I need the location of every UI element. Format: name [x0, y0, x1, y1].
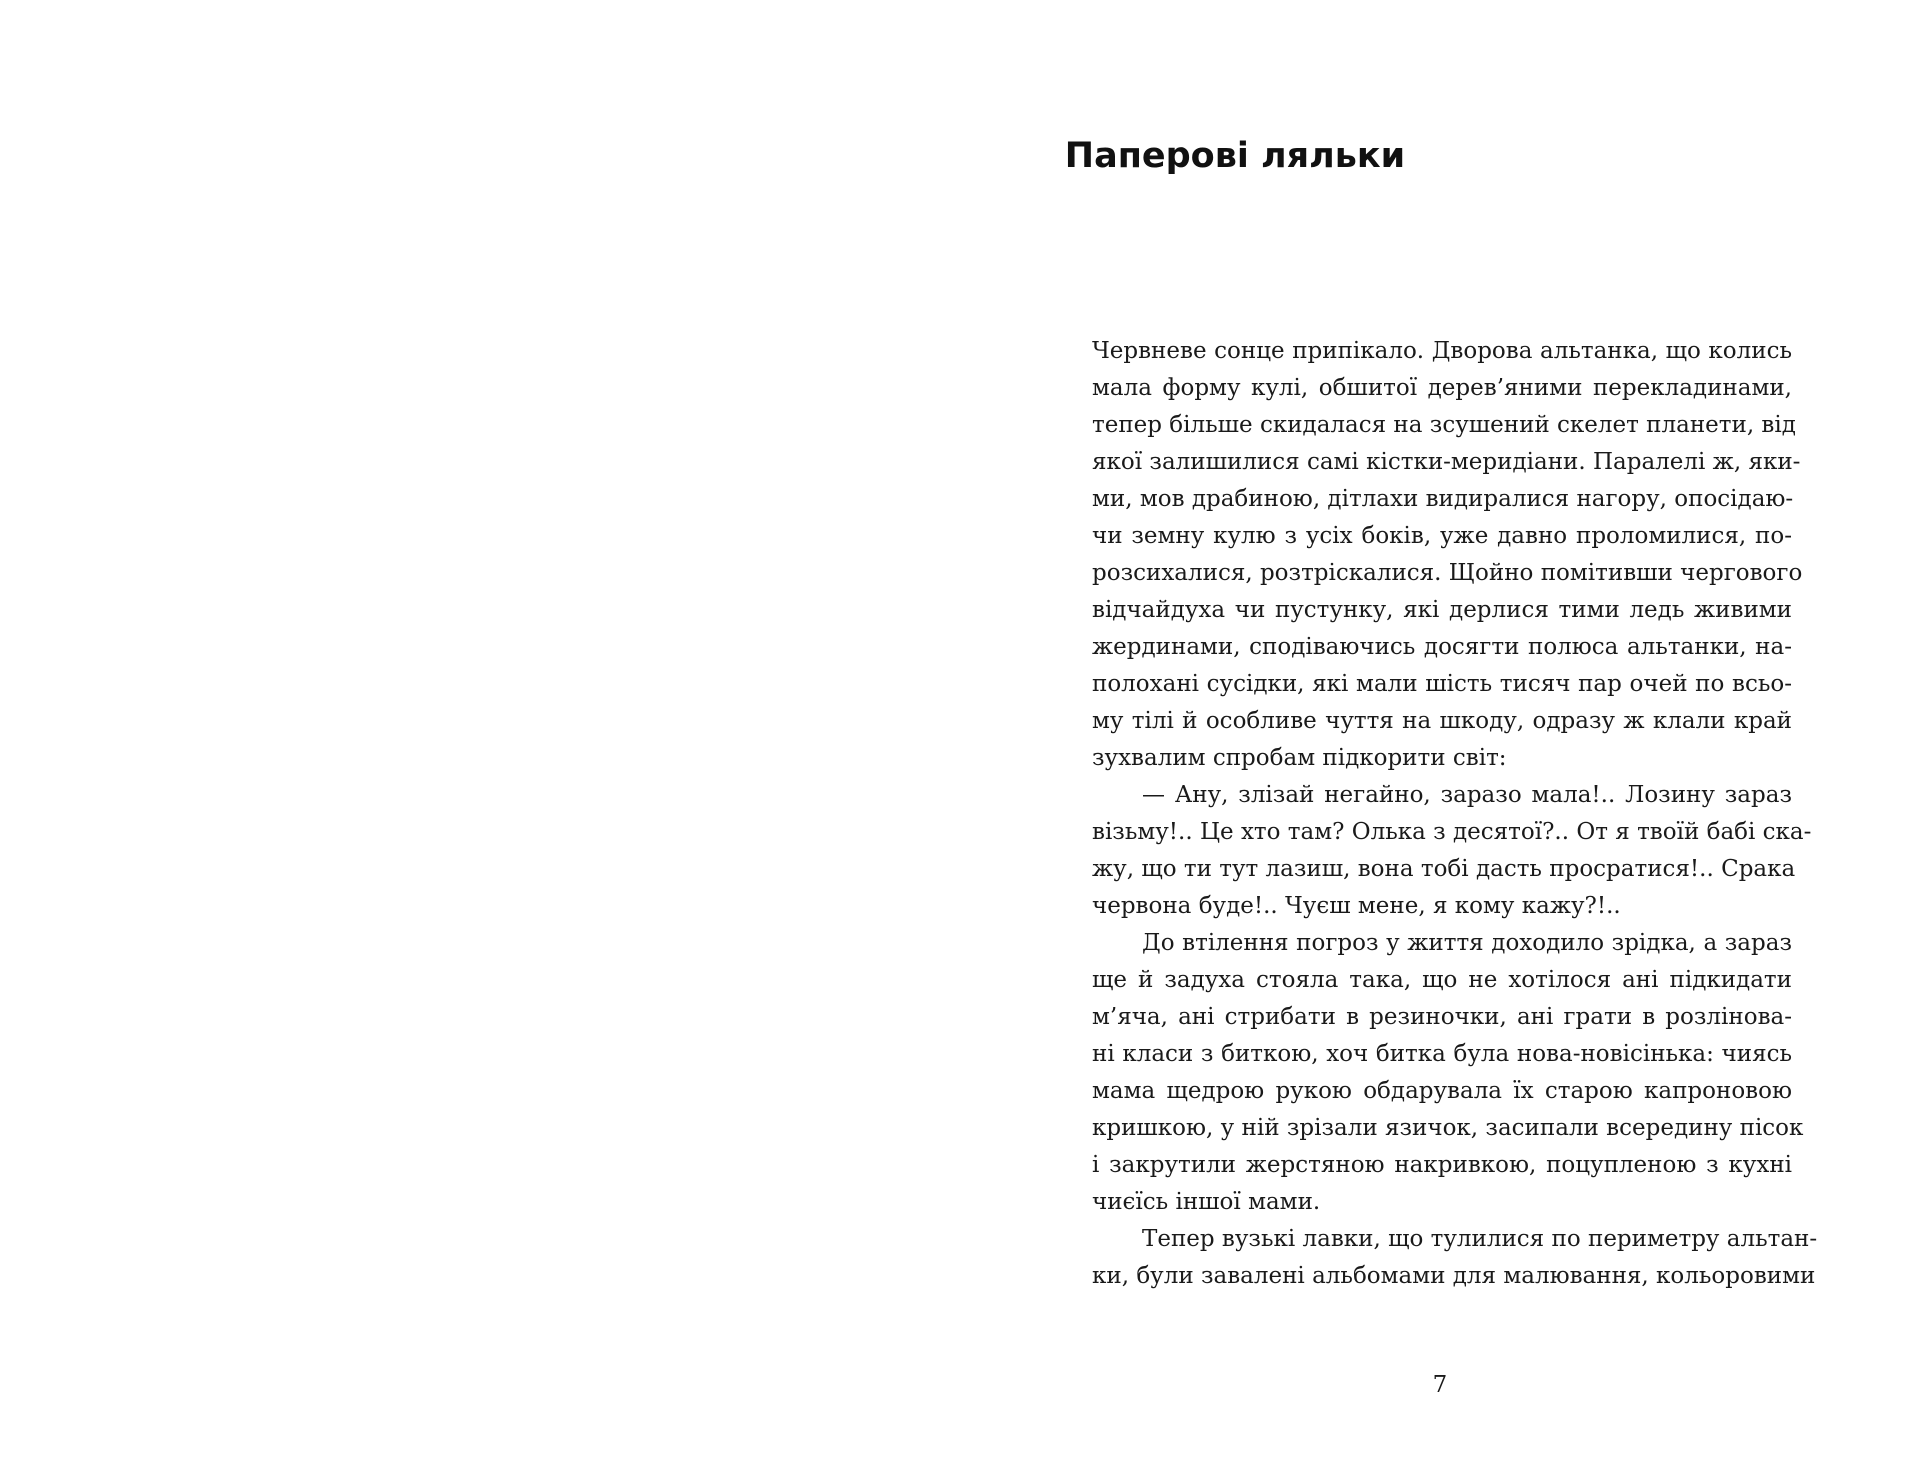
text-line: чиєїсь іншої мами.: [1092, 1189, 1321, 1215]
text-line: Червневе сонце припікало. Дворова альтанка, що колись: [1092, 338, 1792, 364]
text-line: червона буде!.. Чуєш мене, я кому кажу?!..: [1092, 893, 1621, 919]
text-line: му тілі й особливе чуття на шкоду, одразу ж клали край: [1092, 708, 1792, 734]
text-line: розсихалися, розтріскалися. Щойно помітивши чергового: [1092, 560, 1803, 586]
text-line: якої залишилися самі кістки-меридіани. Паралелі ж, яки-: [1092, 449, 1801, 475]
text-line: мама щедрою рукою обдарувала їх старою капроновою: [1092, 1078, 1792, 1104]
text-line: жу, що ти тут лазиш, вона тобі дасть просратися!.. Срака: [1092, 856, 1796, 882]
text-line: жердинами, сподіваючись досягти полюса альтанки, на-: [1092, 634, 1792, 660]
page-number: 7: [1432, 1372, 1448, 1398]
paragraph-start-line: До втілення погроз у життя доходило зрідка, а зараз: [1142, 930, 1792, 956]
chapter-title: Паперові ляльки: [1064, 136, 1406, 176]
text-line: кришкою, у ній зрізали язичок, засипали всередину пісок: [1092, 1115, 1804, 1141]
text-line: м’яча, ані стрибати в резиночки, ані грати в розлінова-: [1092, 1004, 1792, 1030]
text-line: полохані сусідки, які мали шість тисяч пар очей по всьо-: [1092, 671, 1792, 697]
text-line: ки, були завалені альбомами для малювання, кольоровими: [1092, 1263, 1816, 1289]
text-line: тепер більше скидалася на зсушений скелет планети, від: [1092, 412, 1796, 438]
text-line: відчайдуха чи пустунку, які дерлися тими ледь живими: [1092, 597, 1792, 623]
text-line: ми, мов драбиною, дітлахи видиралися нагору, опосідаю-: [1092, 486, 1794, 512]
text-line: візьму!.. Це хто там? Олька з десятої?.. От я твоїй бабі ска-: [1092, 819, 1812, 845]
text-line: мала форму кулі, обшитої дерев’яними перекладинами,: [1092, 375, 1792, 401]
text-line: ще й задуха стояла така, що не хотілося ані підкидати: [1092, 967, 1792, 993]
text-line: чи земну кулю з усіх боків, уже давно проломилися, по-: [1092, 523, 1792, 549]
dialogue-line: — Ану, злізай негайно, заразо мала!.. Лозину зараз: [1142, 782, 1792, 808]
body-text: [1092, 333, 1818, 1295]
text-line: зухвалим спробам підкорити світ:: [1092, 745, 1507, 771]
text-line: ні класи з биткою, хоч битка була нова-новісінька: чиясь: [1092, 1041, 1792, 1067]
paragraph-start-line: Тепер вузькі лавки, що тулилися по периметру альтан-: [1142, 1226, 1818, 1252]
text-line: і закрутили жерстяною накривкою, поцупленою з кухні: [1092, 1152, 1792, 1178]
